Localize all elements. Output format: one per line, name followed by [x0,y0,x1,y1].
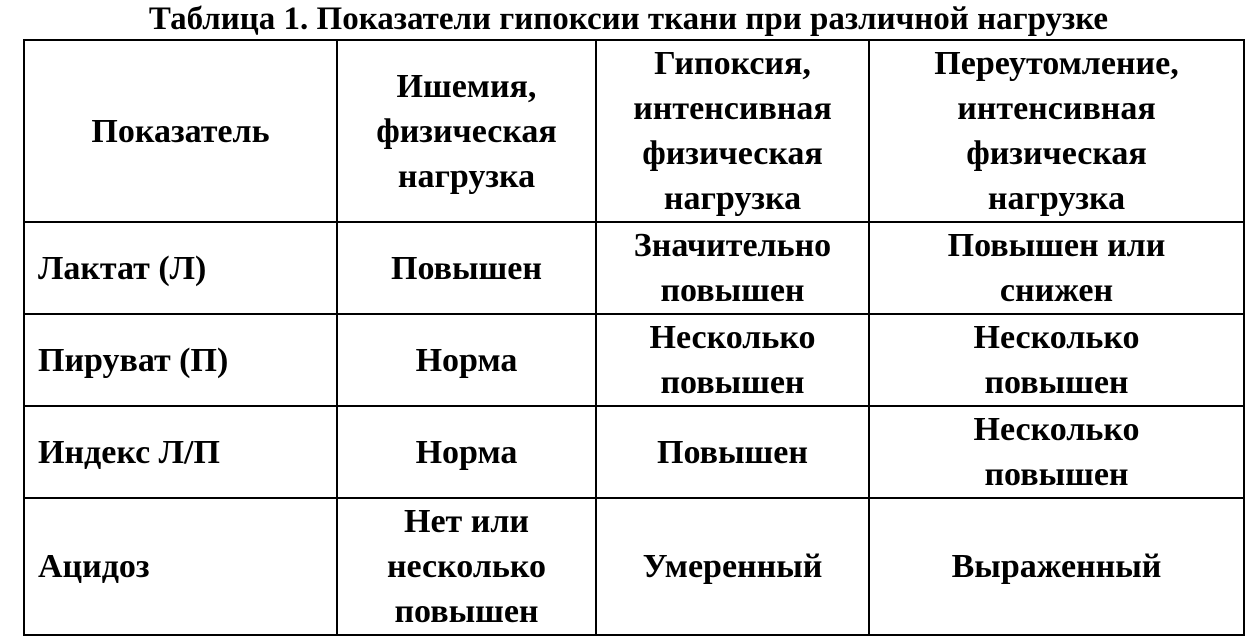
table-cell: Норма [337,406,596,498]
row-label: Лактат (Л) [24,222,337,314]
table-cell: Несколько повышен [869,406,1244,498]
table-row [24,498,1244,635]
table-cell: Умеренный [596,498,869,635]
table-row [24,222,1244,314]
table-header-row [24,40,1244,222]
table-caption: Таблица 1. Показатели гипоксии ткани при различной нагрузке [148,1,1109,37]
row-label: Индекс Л/П [24,406,337,498]
table-row [24,314,1244,406]
table-cell: Норма [337,314,596,406]
table-cell: Повышен [596,406,869,498]
row-label: Пируват (П) [24,314,337,406]
header-cell-indicator: Показатель [24,40,337,222]
table-cell: Повышен или снижен [869,222,1244,314]
table-cell: Несколько повышен [596,314,869,406]
table-cell: Выраженный [869,498,1244,635]
header-cell-hypoxia: Гипоксия, интенсивная физическая нагрузка [596,40,869,222]
table-cell: Значительно повышен [596,222,869,314]
header-cell-fatigue: Переутомление, интенсивная физическая нагрузка [869,40,1244,222]
row-label: Ацидоз [24,498,337,635]
table-cell: Несколько повышен [869,314,1244,406]
table-row [24,406,1244,498]
hypoxia-indicators-table [23,39,1245,636]
table-cell: Повышен [337,222,596,314]
header-cell-ischemia: Ишемия, физическая нагрузка [337,40,596,222]
table-cell: Нет или несколько повышен [337,498,596,635]
